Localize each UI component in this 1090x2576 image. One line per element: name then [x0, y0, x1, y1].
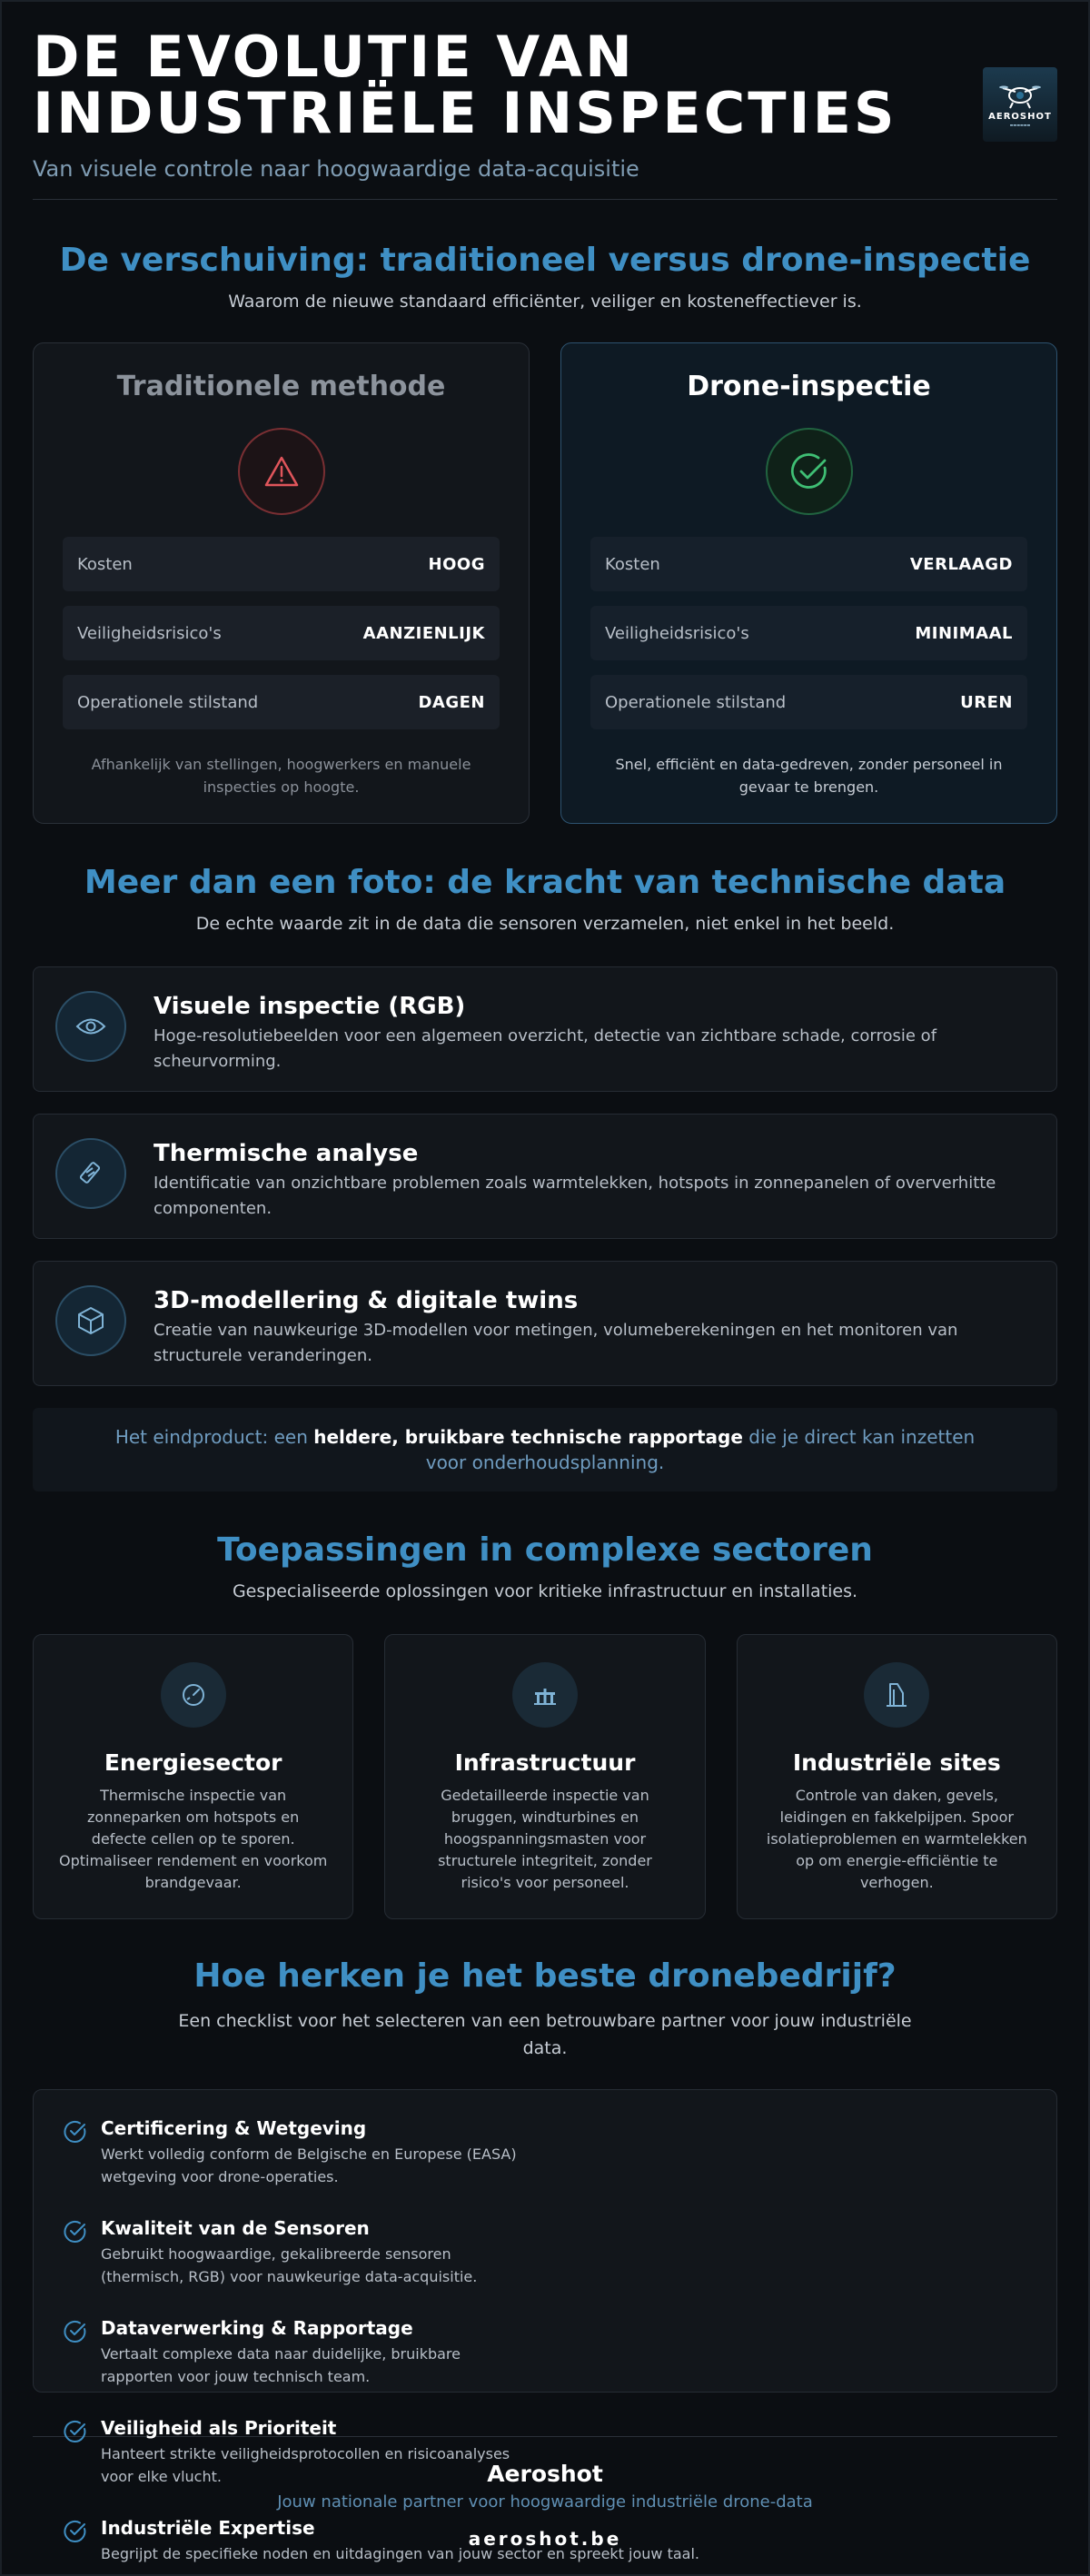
row-value: UREN [960, 692, 1013, 712]
check-circle-icon [63, 2319, 88, 2344]
feature-rgb [33, 966, 1057, 1092]
check-title: Veiligheid als Prioriteit [101, 2417, 337, 2439]
row-label: Operationele stilstand [77, 692, 259, 712]
drone-note: Snel, efficiënt en data-gedreven, zonder personeel in gevaar te brengen. [615, 756, 1003, 796]
cube-icon [55, 1285, 126, 1356]
footer-tagline: Jouw nationale partner voor hoogwaardige industriële drone-data [277, 2492, 813, 2512]
check-title: Industriële Expertise [101, 2517, 315, 2539]
traditional-card [33, 342, 530, 824]
feature-desc: Hoge-resolutiebeelden voor een algemeen overzicht, detectie van zichtbare schade, corrosie of scheurvorming. [154, 1026, 937, 1071]
logo-tagline: ▬▬▬▬▬▬ [1009, 122, 1031, 127]
row-value: DAGEN [418, 692, 485, 712]
row-value: VERLAAGD [909, 554, 1013, 574]
sectors-subtitle: Gespecialiseerde oplossingen voor kritieke infrastructuur en installaties. [232, 1581, 858, 1601]
sectors-title: Toepassingen in complexe sectoren [217, 1531, 873, 1569]
main-title-line1: DE EVOLUTIE VAN [33, 24, 635, 90]
bridge-icon [512, 1662, 578, 1728]
check-item-certification [63, 2117, 531, 2194]
check-circle-icon [63, 2519, 88, 2544]
data-section [33, 824, 1057, 1491]
check-item-sensors [63, 2217, 531, 2294]
eye-icon [55, 991, 126, 1062]
drone-icon [999, 83, 1041, 110]
check-circle-icon [63, 2419, 88, 2444]
sector-title: Energiesector [104, 1749, 282, 1776]
traditional-note: Afhankelijk van stellingen, hoogwerkers en manuele inspecties op hoogte. [91, 756, 471, 796]
main-subtitle: Van visuele controle naar hoogwaardige data-acquisitie [33, 156, 639, 182]
sector-title: Industriële sites [792, 1749, 1001, 1776]
feature-title: Visuele inspectie (RGB) [154, 993, 466, 1020]
warning-icon [238, 428, 325, 515]
traditional-row-downtime [63, 675, 500, 729]
gauge-icon [161, 1662, 226, 1728]
sector-desc: Controle van daken, gevels, leidingen en fakkelpijpen. Spoor isolatieproblemen en warmtelekken op om energie-efficiëntie te verhogen. [766, 1787, 1027, 1891]
header [33, 2, 1057, 200]
feature-desc: Creatie van nauwkeurige 3D-modellen voor metingen, volumeberekeningen en het monitoren van structurele veranderingen. [154, 1321, 958, 1365]
sector-industrial [737, 1634, 1057, 1919]
row-label: Veiligheidsrisico's [77, 623, 222, 643]
compare-section [33, 200, 1057, 824]
feature-title: Thermische analyse [154, 1140, 419, 1167]
main-title [33, 24, 959, 146]
check-circle-icon [63, 2219, 88, 2244]
sector-title: Infrastructuur [454, 1749, 636, 1776]
drone-title: Drone-inspectie [687, 371, 931, 402]
feature-list [33, 966, 1057, 1386]
row-value: MINIMAAL [915, 623, 1013, 643]
check-desc: Vertaalt complexe data naar duidelijke, bruikbare rapporten voor jouw technisch team. [101, 2345, 461, 2385]
sector-infrastructure [384, 1634, 705, 1919]
sector-desc: Thermische inspectie van zonneparken om hotspots en defecte cellen op te sporen. Optimaliseer rendement en voorkom brandgevaar. [59, 1787, 328, 1891]
traditional-row-cost [63, 537, 500, 591]
data-title: Meer dan een foto: de kracht van technische data [84, 864, 1006, 901]
factory-icon [864, 1662, 929, 1728]
sector-energy [33, 1634, 353, 1919]
logo-text: AEROSHOT [988, 111, 1052, 122]
footer-website-link[interactable]: aeroshot.be [468, 2528, 622, 2550]
row-value: AANZIENLIJK [362, 623, 485, 643]
sector-cards [33, 1634, 1057, 1919]
compare-subtitle: Waarom de nieuwe standaard efficiënter, veiliger en kosteneffectiever is. [228, 292, 862, 312]
row-label: Operationele stilstand [605, 692, 787, 712]
traditional-row-safety [63, 606, 500, 660]
sectors-section [33, 1491, 1057, 1919]
check-circle-icon [766, 428, 853, 515]
compare-title: De verschuiving: traditioneel versus drone-inspectie [59, 242, 1031, 279]
drone-row-safety [590, 606, 1027, 660]
drone-card [560, 342, 1057, 824]
row-value: HOOG [428, 554, 485, 574]
check-desc: Begrijpt de specifieke noden en uitdagingen van jouw sector en spreekt jouw taal. [101, 2545, 699, 2562]
check-circle-icon [63, 2119, 88, 2145]
feature-3d [33, 1261, 1057, 1386]
check-desc: Hanteert strikte veiligheidsprotocollen en risicoanalyses voor elke vlucht. [101, 2445, 510, 2485]
footer-company-name: Aeroshot [487, 2461, 603, 2487]
check-item-safety [63, 2417, 531, 2493]
feature-thermal [33, 1114, 1057, 1239]
traditional-title: Traditionele methode [116, 371, 446, 402]
check-desc: Gebruikt hoogwaardige, gekalibreerde sensoren (thermisch, RGB) voor nauwkeurige data-acquisitie. [101, 2245, 478, 2285]
check-title: Certificering & Wetgeving [101, 2117, 367, 2139]
drone-row-cost [590, 537, 1027, 591]
main-title-line2: INDUSTRIËLE INSPECTIES [33, 80, 897, 146]
callout-bold: heldere, bruikbare technische rapportage [313, 1426, 743, 1448]
aeroshot-logo [983, 67, 1057, 142]
check-title: Dataverwerking & Rapportage [101, 2317, 413, 2339]
callout-pre: Het eindproduct: een [114, 1426, 314, 1448]
row-label: Veiligheidsrisico's [605, 623, 749, 643]
feature-title: 3D-modellering & digitale twins [154, 1287, 579, 1314]
checklist-subtitle: Een checklist voor het selecteren van een betrouwbare partner voor jouw industriële data. [178, 2011, 912, 2058]
callout-post: die je direct kan inzetten voor onderhoudsplanning. [425, 1426, 976, 1473]
feature-desc: Identificatie van onzichtbare problemen zoals warmtelekken, hotspots in zonnepanelen of oververhitte componenten. [154, 1174, 996, 1218]
checklist-title: Hoe herken je het beste dronebedrijf? [193, 1957, 897, 1995]
thermal-icon [55, 1138, 126, 1209]
drone-row-downtime [590, 675, 1027, 729]
check-desc: Werkt volledig conform de Belgische en Europese (EASA) wetgeving voor drone-operaties. [101, 2145, 517, 2185]
data-subtitle: De echte waarde zit in de data die sensoren verzamelen, niet enkel in het beeld. [195, 914, 895, 934]
check-item-reporting [63, 2317, 531, 2393]
compare-cards [33, 342, 1057, 824]
row-label: Kosten [605, 554, 660, 574]
check-title: Kwaliteit van de Sensoren [101, 2217, 370, 2239]
sector-desc: Gedetailleerde inspectie van bruggen, windturbines en hoogspanningsmasten voor structurele integriteit, zonder risico's voor personeel. [438, 1787, 652, 1891]
row-label: Kosten [77, 554, 133, 574]
data-callout [33, 1408, 1057, 1491]
